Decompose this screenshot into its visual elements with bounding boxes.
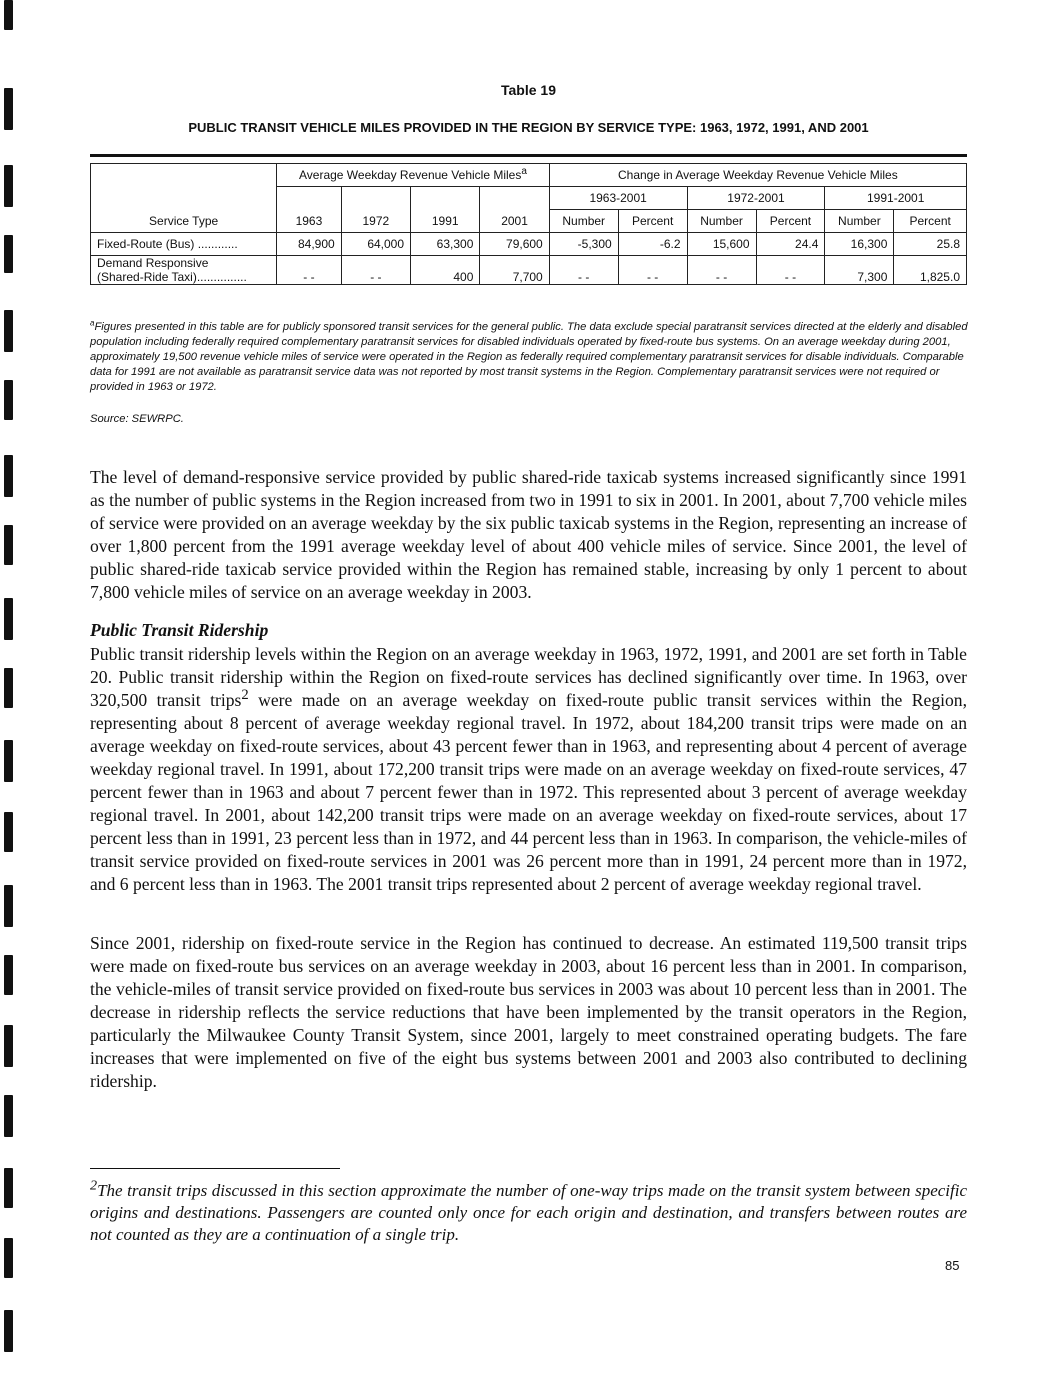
paragraph	[90, 643, 967, 896]
binder-mark	[4, 235, 13, 273]
paragraph: Since 2001, ridership on fixed-route service in the Region has continued to decrease. An estimated 119,500 transit trips were made on fixed-route bus services on an average weekday in 2003, about 16 percent less than in 2001. In comparison, the vehicle-miles of transit service provided on fixed-route bus services in 2003 was about 10 percent less than in 2001. The decrease in ridership reflects the service reductions that have been implemented by the transit operators in the Region, particularly the Milwaukee County Transit System, since 2001, largely to meet constrained operating budgets. The fare increases that were implemented on five of the eight bus systems between 2001 and 2003 also contributed to declining ridership.	[90, 933, 967, 1091]
col-header-change: Number	[825, 210, 894, 233]
table-cell: - -	[756, 256, 825, 285]
binder-mark	[4, 525, 13, 565]
footnote-ref: 2	[241, 687, 249, 704]
col-header-change: Percent	[618, 210, 687, 233]
table-cell: - -	[341, 256, 410, 285]
col-header-change: Percent	[756, 210, 825, 233]
header-row-groups	[91, 164, 967, 187]
period-header: 1991-2001	[825, 187, 967, 210]
table-cell: - -	[549, 256, 618, 285]
table-title: PUBLIC TRANSIT VEHICLE MILES PROVIDED IN THE REGION BY SERVICE TYPE: 1963, 1972, 1991, AND 2001	[188, 120, 869, 135]
table-cell: 16,300	[825, 233, 894, 256]
table-cell: 79,600	[480, 233, 549, 256]
row-label-line: (Shared-Ride Taxi)...............	[97, 270, 247, 284]
table-cell: 24.4	[756, 233, 825, 256]
binder-mark	[4, 668, 13, 708]
col-header-year: 1972	[341, 210, 410, 233]
col-header-change: Number	[549, 210, 618, 233]
page-number: 85	[945, 1258, 960, 1273]
table-cell: 400	[411, 256, 480, 285]
table-cell: 64,000	[341, 233, 410, 256]
page-footnote	[90, 1177, 967, 1246]
binder-mark	[4, 0, 13, 30]
paragraph: The level of demand-responsive service provided by public shared-ride taxicab systems increased significantly since 1991 as the number of public systems in the Region increased from two in 1991 to six in 2001. In 2001, about 7,700 vehicle miles of service were provided on an average weekday by the six public taxicab systems in the Region, representing an increase of over 1,800 percent from the 1991 average weekday level of about 400 vehicle miles of service. Since 2001, the level of public shared-ride taxicab service provided within the Region has remained stable, increasing by only 1 percent to about 7,800 vehicle miles of service on an average weekday in 2003.	[90, 467, 967, 602]
col-header-change: Percent	[894, 210, 967, 233]
group-header-average	[277, 164, 550, 187]
table-caption: Table 19	[501, 82, 556, 98]
col-header-year: 1963	[277, 210, 342, 233]
table-row	[91, 256, 967, 285]
page-footnote-text: The transit trips discussed in this section approximate the number of one-way trips made on the transit system between specific origins and destinations. Passengers are counted only once for each origin and destination, and transfers between routes are not counted as they are a continuation of a single trip.	[90, 1181, 967, 1244]
table-cell: - -	[277, 256, 342, 285]
col-header-year: 2001	[480, 210, 549, 233]
binder-mark	[4, 1025, 13, 1067]
footnote-marker: a	[90, 318, 95, 328]
binder-mark	[4, 1095, 13, 1137]
table-cell: 7,700	[480, 256, 549, 285]
group-header-change: Change in Average Weekday Revenue Vehicle Miles	[549, 164, 966, 187]
table-cell: 63,300	[411, 233, 480, 256]
binder-mark	[4, 455, 13, 497]
table-cell: -5,300	[549, 233, 618, 256]
binder-mark	[4, 165, 13, 207]
binder-mark	[4, 1238, 13, 1278]
binder-mark	[4, 598, 13, 640]
binder-mark	[4, 740, 13, 782]
binder-mark	[4, 812, 13, 852]
table-cell: - -	[618, 256, 687, 285]
header-row-columns	[91, 210, 967, 233]
binder-mark	[4, 955, 13, 995]
data-table	[90, 163, 967, 285]
binder-mark	[4, 885, 13, 927]
section-heading: Public Transit Ridership	[90, 620, 269, 640]
footnote-divider	[90, 1168, 340, 1169]
table-cell: 15,600	[687, 233, 756, 256]
table-row	[91, 233, 967, 256]
col-header-service-type: Service Type	[91, 210, 277, 233]
paragraph-text: Public transit ridership levels within the Region on an average weekday in 1963, 1972, 1991, and 2001 are set forth in Table 20. Public transit ridership within the Region on fixed-route services has declined significantly over time. In 1963, over 320,500 transit trips	[90, 644, 967, 710]
paragraph-text: were made on an average weekday on fixed-route public transit services within the Region, representing about 8 percent of average weekday regional travel. In 1972, about 184,200 transit trips were made on an average weekday on fixed-route services, about 43 percent fewer than in 1963, and representing about 4 percent of average weekday regional travel. In 1991, about 172,200 transit trips were made on an average weekday on fixed-route services, 47 percent fewer than in 1963 and about 7 percent fewer than in 1972. This represented about 3 percent of average weekday regional travel. In 2001, about 142,200 transit trips were made on an average weekday on fixed-route services, about 17 percent less than in 1991, 23 percent less than in 1972, and 44 percent less than in 1963. In comparison, the vehicle-miles of transit service provided on fixed-route services in 2001 was 26 percent more than in 1991, 24 percent more than in 1972, and 6 percent less than in 1963. The 2001 transit trips represented about 2 percent of average weekday regional travel.	[90, 690, 967, 894]
footnote-ref: a	[521, 166, 527, 177]
binder-mark	[4, 1168, 13, 1208]
table-footnote-text: Figures presented in this table are for publicly sponsored transit services for the general public. The data exclude special paratransit services directed at the elderly and disabled population including federally required complementary paratransit services for disabled individuals operated by fixed-route bus systems. On an average weekday during 2001, approximately 19,500 revenue vehicle miles of service were operated in the Region as federally required complementary paratransit services for disable individuals. Comparable data for 1991 are not available as paratransit service data was not reported by most transit systems in the Region. Complementary paratransit services were not required or provided in 1963 or 1972.	[90, 321, 968, 393]
table-cell: 7,300	[825, 256, 894, 285]
table-source: Source: SEWRPC.	[90, 413, 184, 425]
row-label-line: Demand Responsive	[97, 256, 209, 270]
group-header-average-label: Average Weekday Revenue Vehicle Miles	[298, 168, 522, 182]
table-top-rule	[90, 154, 967, 157]
table-cell: 25.8	[894, 233, 967, 256]
period-header: 1972-2001	[687, 187, 825, 210]
col-header-year: 1991	[411, 210, 480, 233]
table-cell: - -	[687, 256, 756, 285]
table-cell: -6.2	[618, 233, 687, 256]
footnote-marker: 2	[90, 1177, 98, 1194]
table-cell: 1,825.0	[894, 256, 967, 285]
row-label	[91, 256, 277, 285]
col-header-change: Number	[687, 210, 756, 233]
table-footnote	[90, 320, 970, 395]
binder-mark	[4, 1310, 13, 1352]
row-label: Fixed-Route (Bus) ............	[91, 233, 277, 256]
binder-mark	[4, 310, 13, 352]
period-header: 1963-2001	[549, 187, 687, 210]
binder-mark	[4, 380, 13, 420]
table-cell: 84,900	[277, 233, 342, 256]
